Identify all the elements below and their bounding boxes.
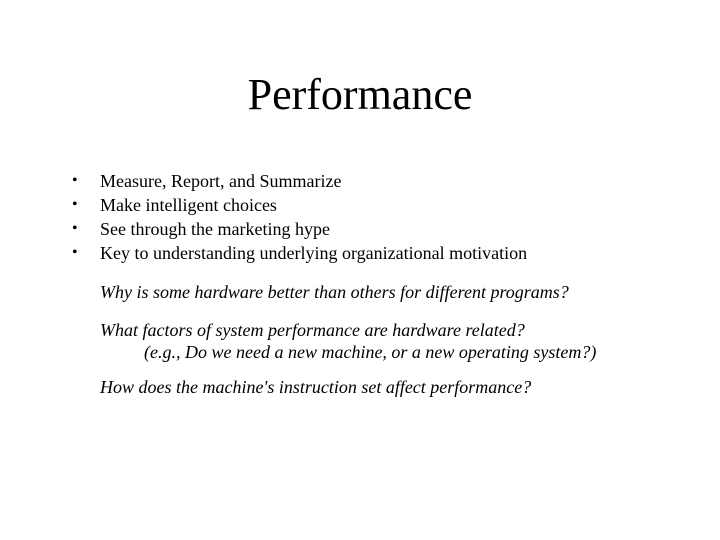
bullet-list bbox=[72, 169, 527, 265]
bullet-item-motivation bbox=[72, 241, 527, 265]
bullet-text: Make intelligent choices bbox=[100, 195, 277, 215]
question-hardware-factors bbox=[100, 319, 596, 363]
bullet-dot: • bbox=[72, 172, 78, 189]
bullet-dot: • bbox=[72, 220, 78, 237]
bullet-text: Measure, Report, and Summarize bbox=[100, 171, 342, 191]
bullet-text: See through the marketing hype bbox=[100, 219, 330, 239]
bullet-text: Key to understanding underlying organizational motivation bbox=[100, 243, 528, 263]
slide-title: Performance bbox=[247, 70, 473, 119]
bullet-item-hype bbox=[72, 217, 527, 241]
bullet-dot: • bbox=[72, 244, 78, 261]
question-example-line: (e.g., Do we need a new machine, or a new operating system?) bbox=[144, 342, 597, 362]
question-line: What factors of system performance are hardware related? bbox=[100, 320, 525, 340]
bullet-dot: • bbox=[72, 196, 78, 213]
question-instruction-set: How does the machine's instruction set affect performance? bbox=[100, 377, 532, 397]
question-hardware-better: Why is some hardware better than others for different programs? bbox=[100, 282, 569, 302]
bullet-item-measure bbox=[72, 169, 527, 193]
bullet-item-choices bbox=[72, 193, 527, 217]
